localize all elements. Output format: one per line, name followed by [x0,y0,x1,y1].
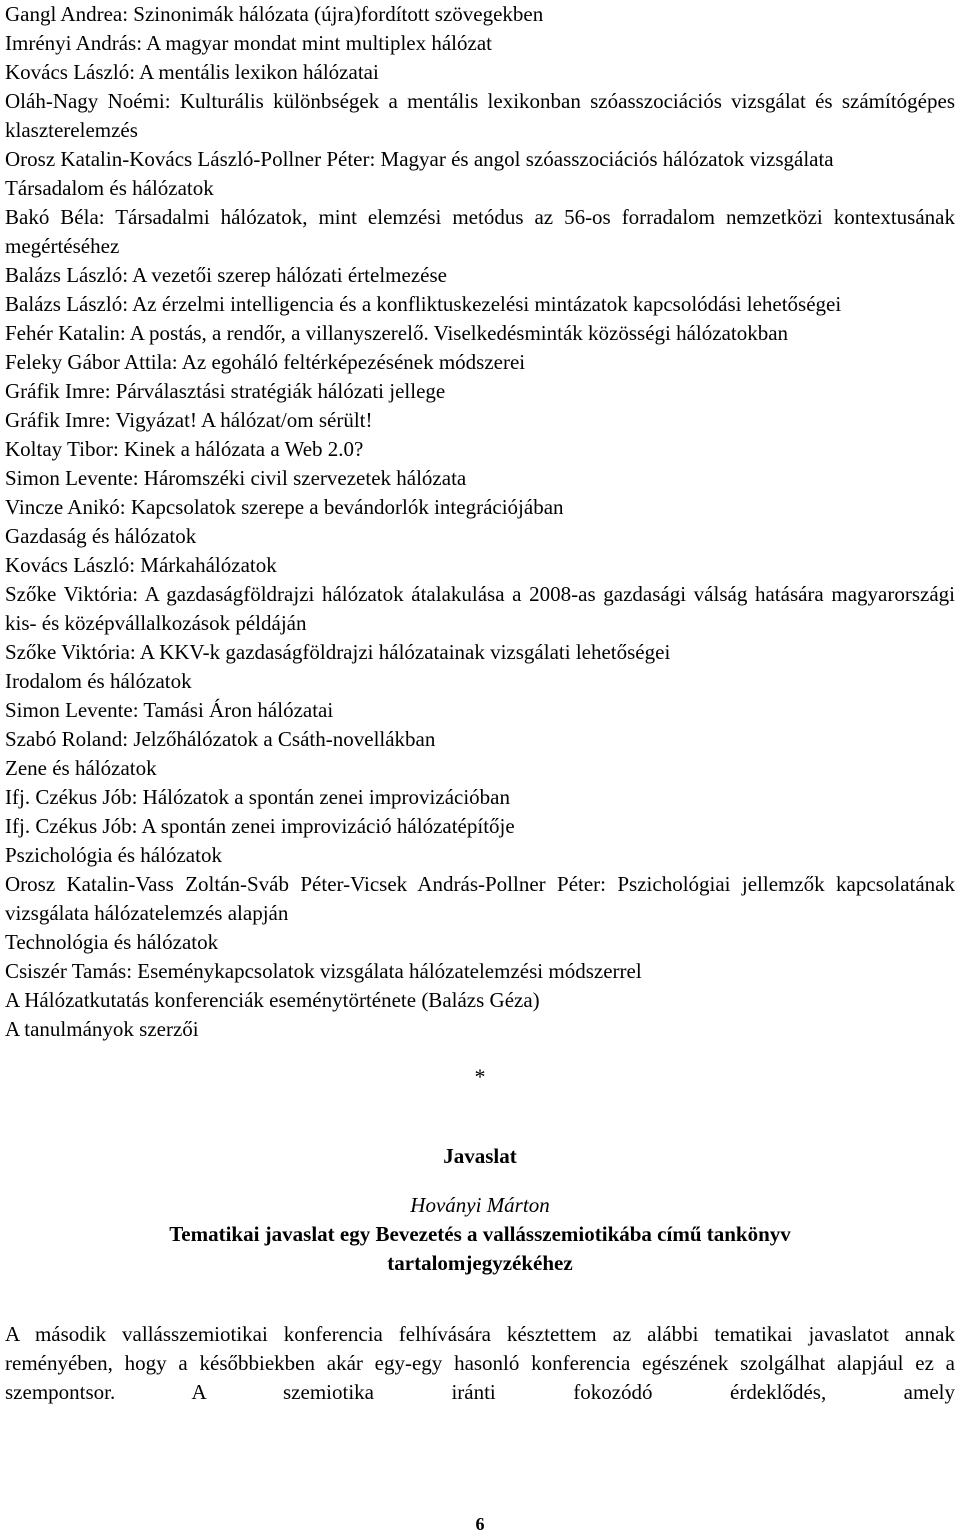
article-author: Hoványi Márton [410,1193,550,1217]
page-number: 6 [475,1514,485,1534]
toc-entry: Koltay Tibor: Kinek a hálózata a Web 2.0? [5,437,364,461]
section-separator: * [474,1064,486,1089]
toc-entry: Csiszér Tamás: Eseménykapcsolatok vizsgálata hálózatelemzési módszerrel [5,959,642,983]
toc-entry: Szőke Viktória: A gazdaságföldrajzi hálózatok átalakulása a 2008-as gazdasági válság hatására magyarországi kis- és középvállalkozások példáján [5,582,955,635]
toc-entry: Bakó Béla: Társadalmi hálózatok, mint elemzési metódus az 56-os forradalom nemzetközi kontextusának megértéséhez [5,205,955,258]
toc-entry: Orosz Katalin-Kovács László-Pollner Péter: Magyar és angol szóasszociációs hálózatok vizsgálata [5,147,834,171]
toc-section-heading: Irodalom és hálózatok [5,669,192,693]
toc-entry: Kovács László: A mentális lexikon hálózatai [5,60,379,84]
toc-section-heading: Pszichológia és hálózatok [5,843,222,867]
toc-entry: Ifj. Czékus Jób: A spontán zenei improvizáció hálózatépítője [5,814,515,838]
toc-entry: Fehér Katalin: A postás, a rendőr, a villanyszerelő. Viselkedésminták közösségi hálózatokban [5,321,789,345]
toc-entry: Gráfik Imre: Vigyázat! A hálózat/om sérült! [5,408,373,432]
toc-entry: Szőke Viktória: A KKV-k gazdaságföldrajzi hálózatainak vizsgálati lehetőségei [5,640,671,664]
toc-entry: Balázs László: Az érzelmi intelligencia és a konfliktuskezelési mintázatok kapcsolódási lehetőségei [5,292,842,316]
article-title [5,1220,955,1278]
toc-section-heading: Technológia és hálózatok [5,930,219,954]
toc-entry: Gráfik Imre: Párválasztási stratégiák hálózati jellege [5,379,446,403]
toc-section-heading: Társadalom és hálózatok [5,176,214,200]
toc-entry: Simon Levente: Tamási Áron hálózatai [5,698,334,722]
toc-entry: Balázs László: A vezetői szerep hálózati értelmezése [5,263,447,287]
article-title-line-2: tartalomjegyzékéhez [387,1251,573,1275]
toc-entry: A Hálózatkutatás konferenciák eseménytörténete (Balázs Géza) [5,988,540,1012]
article-body-paragraph: A második vallásszemiotikai konferencia felhívására késztettem az alábbi tematikai javaslatot annak reményében, hogy a későbbiekben akár egy-egy hasonló konferencia egészének szolgálhat alapjául ez a szempontsor. A szemiotika iránti fokozódó érdeklődés, amely [5,1322,955,1404]
table-of-contents [5,0,955,1044]
toc-entry: Ifj. Czékus Jób: Hálózatok a spontán zenei improvizációban [5,785,511,809]
toc-entry: Oláh-Nagy Noémi: Kulturális különbségek a mentális lexikonban szóasszociációs vizsgálat és számítógépes klaszterelemzés [5,89,955,142]
toc-entry: Imrényi András: A magyar mondat mint multiplex hálózat [5,31,492,55]
article-heading: Javaslat [443,1144,517,1168]
toc-section-heading: Gazdaság és hálózatok [5,524,197,548]
toc-entry: A tanulmányok szerzői [5,1017,199,1041]
toc-entry: Orosz Katalin-Vass Zoltán-Sváb Péter-Vicsek András-Pollner Péter: Pszichológiai jellemzők kapcsolatának vizsgálata hálózatelemzés alapján [5,872,955,925]
toc-entry: Kovács László: Márkahálózatok [5,553,277,577]
document-page [5,0,955,1407]
toc-entry: Feleky Gábor Attila: Az egoháló feltérképezésének módszerei [5,350,526,374]
toc-section-heading: Zene és hálózatok [5,756,157,780]
article-title-line-1: Tematikai javaslat egy Bevezetés a vallásszemiotikába című tankönyv [169,1222,791,1246]
toc-entry: Vincze Anikó: Kapcsolatok szerepe a bevándorlók integrációjában [5,495,564,519]
toc-entry: Simon Levente: Háromszéki civil szervezetek hálózata [5,466,467,490]
toc-entry: Szabó Roland: Jelzőhálózatok a Csáth-novellákban [5,727,436,751]
toc-entry: Gangl Andrea: Szinonimák hálózata (újra)fordított szövegekben [5,2,544,26]
